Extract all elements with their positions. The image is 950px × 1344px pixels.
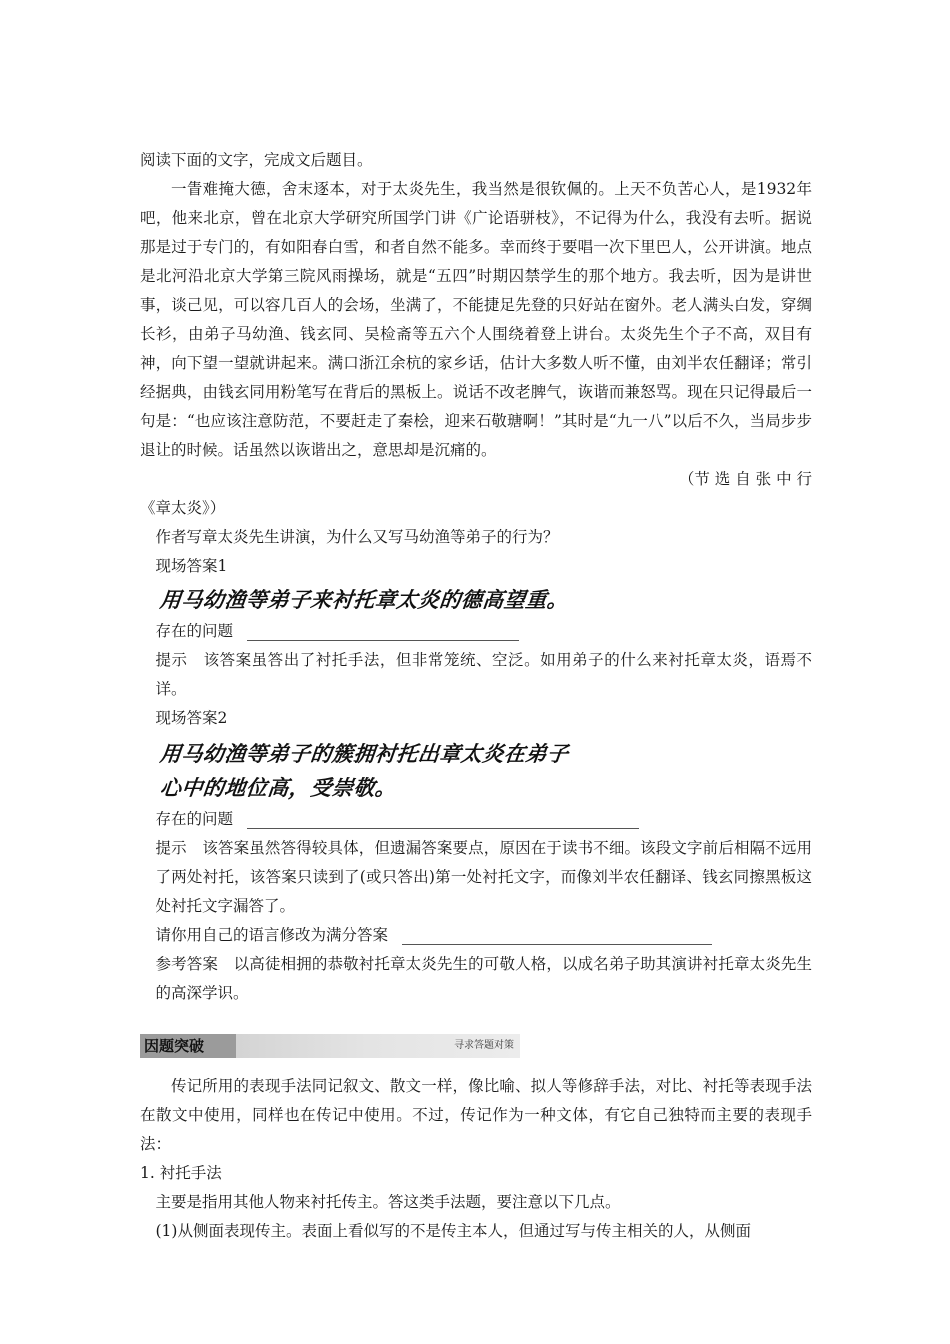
section-header-bar (140, 1034, 520, 1058)
body-paragraph-3: (1)从侧面表现传主。表面上看似写的不是传主本人，但通过写与传主相关的人，从侧面 (155, 1222, 751, 1240)
intro-text: 阅读下面的文字，完成文后题目。 (140, 151, 373, 169)
question-text: 作者写章太炎先生讲演，为什么又写马幼渔等弟子的行为？ (155, 528, 559, 546)
answer2-label: 现场答案2 (155, 709, 228, 727)
passage-source-title: 《章太炎》） (140, 499, 226, 517)
problem-label-2: 存在的问题 (155, 810, 234, 828)
problem-label-1: 存在的问题 (155, 622, 234, 640)
section-subtitle: 寻求答题对策 (454, 1040, 514, 1051)
body-paragraph-1: 传记所用的表现手法同记叙文、散文一样，像比喻、拟人等修辞手法，对比、衬托等表现手法在散文中使用，同样也在传记中使用。不过，传记作为一种文体，有它自己独特而主要的表现手法： (140, 1077, 812, 1153)
heading-1: 1. 衬托手法 (140, 1164, 222, 1182)
reference-answer: 参考答案 以高徒相拥的恭敬衬托章太炎先生的可敬人格，以成名弟子助其演讲衬托章太炎先生的高深学识。 (155, 955, 812, 1002)
hint1-text: 提示 该答案虽答出了衬托手法，但非常笼统、空泛。如用弟子的什么来衬托章太炎，语焉不详。 (155, 651, 812, 698)
answer-blank-1[interactable] (247, 624, 519, 641)
section-title: 因题突破 (140, 1034, 236, 1058)
rewrite-row (140, 921, 812, 950)
answer1-handwriting: 用马幼渔等弟子来衬托章太炎的德高望重。 (158, 588, 570, 612)
problem-row-1 (140, 617, 812, 646)
answer1-label: 现场答案1 (155, 557, 228, 575)
hint2-text: 提示 该答案虽然答得较具体，但遗漏答案要点，原因在于读书不细。该段文字前后相隔不远用了两处衬托，该答案只读到了(或只答出)第一处衬托文字，而像刘半农任翻译、钱玄同擦黑板这处衬托文字漏答了。 (155, 839, 812, 915)
passage-text: 一眚难掩大德，舍末逐本，对于太炎先生，我当然是很钦佩的。上天不负苦心人，是1932年吧，他来北京，曾在北京大学研究所国学门讲《广论语骈枝》，不记得为什么，我没有去听。据说那是过于专门的，有如阳春白雪，和者自然不能多。幸而终于要唱一次下里巴人，公开讲演。地点是北河沿北京大学第三院风雨操场，就是“五四”时期囚禁学生的那个地方。我去听，因为是讲世事，谈己见，可以容几百人的会场，坐满了，不能捷足先登的只好站在窗外。老人满头白发，穿绸长衫，由弟子马幼渔、钱玄同、吴检斋等五六个人围绕着登上讲台。太炎先生个子不高，双目有神，向下望一望就讲起来。满口浙江余杭的家乡话，估计大多数人听不懂，由刘半农任翻译；常引经据典，由钱玄同用粉笔写在背后的黑板上。说话不改老脾气，诙谐而兼怒骂。现在只记得最后一句是：“也应该注意防范，不要赶走了秦桧，迎来石敬瑭啊！”其时是“九一八”以后不久，当局步步退让的时候。话虽然以诙谐出之，意思却是沉痛的。 (140, 180, 812, 459)
answer-blank-3[interactable] (402, 928, 712, 945)
body-paragraph-2: 主要是指用其他人物来衬托传主。答这类手法题，要注意以下几点。 (155, 1193, 621, 1211)
passage-source: （节 选 自 张 中 行 (678, 470, 812, 488)
document-page (140, 146, 812, 1246)
answer-blank-2[interactable] (247, 812, 639, 829)
answer2-handwriting-line1: 用马幼渔等弟子的簇拥衬托出章太炎在弟子 (158, 742, 570, 766)
answer2-handwriting-line2: 心中的地位高，受崇敬。 (158, 776, 398, 800)
rewrite-label: 请你用自己的语言修改为满分答案 (155, 926, 389, 944)
problem-row-2 (140, 805, 812, 834)
